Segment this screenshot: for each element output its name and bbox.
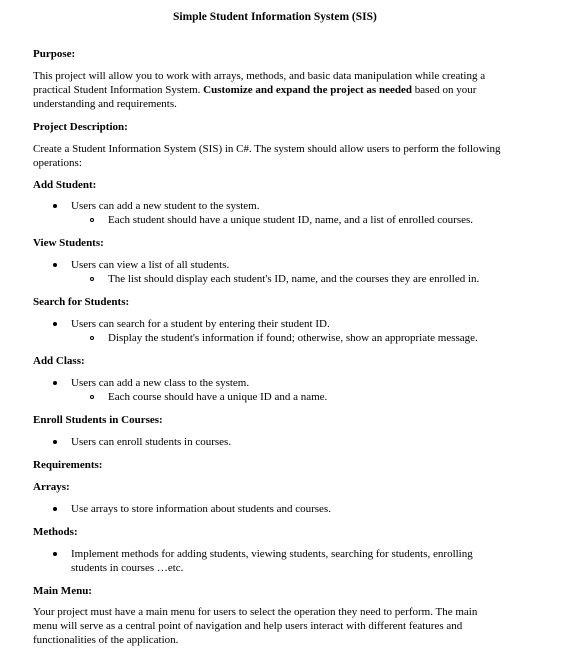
methods-bullet-line-2: students in courses …etc. bbox=[71, 562, 184, 574]
bullet-icon bbox=[53, 507, 57, 511]
bullet-icon bbox=[53, 552, 57, 556]
purpose-line-3: understanding and requirements. bbox=[33, 98, 177, 110]
sub-bullet-icon bbox=[90, 336, 94, 340]
main-menu-line-2: menu will serve as a central point of navigation and help users interact with different features and bbox=[33, 620, 463, 632]
add-class-bullet: Users can add a new class to the system. bbox=[71, 377, 250, 389]
purpose-line-2 bbox=[33, 83, 476, 97]
purpose-line-1: This project will allow you to work with arrays, methods, and basic data manipulation while creating a bbox=[33, 70, 486, 82]
main-menu-line-3: functionalities of the application. bbox=[33, 634, 179, 646]
bullet-icon bbox=[53, 381, 57, 385]
enroll-bullet: Users can enroll students in courses. bbox=[71, 436, 232, 448]
arrays-bullet: Use arrays to store information about students and courses. bbox=[71, 503, 331, 515]
description-line-2: operations: bbox=[33, 157, 82, 169]
bullet-icon bbox=[53, 263, 57, 267]
bullet-icon bbox=[53, 440, 57, 444]
sub-bullet-icon bbox=[90, 277, 94, 281]
view-students-heading: View Students: bbox=[33, 237, 104, 249]
search-students-bullet: Users can search for a student by entering their student ID. bbox=[71, 318, 330, 330]
add-student-sub: Each student should have a unique student ID, name, and a list of enrolled courses. bbox=[108, 214, 474, 226]
purpose-text-a: practical Student Information System. bbox=[33, 84, 204, 96]
view-students-sub: The list should display each student's ID, name, and the courses they are enrolled in. bbox=[108, 273, 480, 285]
methods-bullet-line-1: Implement methods for adding students, viewing students, searching for students, enrolling bbox=[71, 548, 473, 560]
sub-bullet-icon bbox=[90, 395, 94, 399]
add-class-heading: Add Class: bbox=[33, 355, 85, 367]
search-students-sub: Display the student's information if found; otherwise, show an appropriate message. bbox=[108, 332, 478, 344]
description-line-1: Create a Student Information System (SIS) in C#. The system should allow users to perform the following bbox=[33, 143, 501, 155]
enroll-heading: Enroll Students in Courses: bbox=[33, 414, 163, 426]
add-class-sub: Each course should have a unique ID and a name. bbox=[108, 391, 328, 403]
requirements-heading: Requirements: bbox=[33, 459, 103, 471]
main-menu-heading: Main Menu: bbox=[33, 585, 92, 597]
purpose-emphasis: Customize and expand the project as needed bbox=[203, 84, 412, 96]
methods-heading: Methods: bbox=[33, 526, 78, 538]
view-students-bullet: Users can view a list of all students. bbox=[71, 259, 230, 271]
bullet-icon bbox=[53, 204, 57, 208]
sub-bullet-icon bbox=[90, 218, 94, 222]
description-heading: Project Description: bbox=[33, 121, 128, 133]
arrays-heading: Arrays: bbox=[33, 481, 70, 493]
bullet-icon bbox=[53, 322, 57, 326]
purpose-text-c: based on your bbox=[411, 84, 477, 96]
purpose-heading: Purpose: bbox=[33, 48, 76, 60]
add-student-heading: Add Student: bbox=[33, 179, 97, 191]
document-title: Simple Student Information System (SIS) bbox=[173, 11, 377, 23]
main-menu-line-1: Your project must have a main menu for users to select the operation they need to perform. The main bbox=[33, 606, 478, 618]
add-student-bullet: Users can add a new student to the system. bbox=[71, 200, 260, 212]
search-students-heading: Search for Students: bbox=[33, 296, 130, 308]
